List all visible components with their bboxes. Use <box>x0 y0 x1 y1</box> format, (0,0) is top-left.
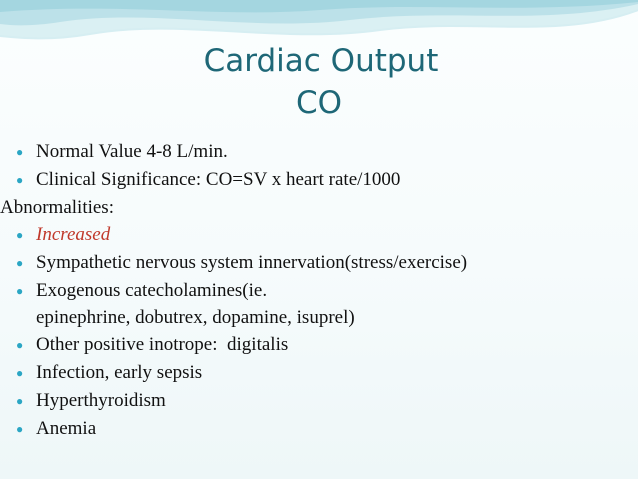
bullet-icon: ● <box>16 338 24 352</box>
list-item: ● Other positive inotrope: digitalis <box>16 331 626 359</box>
list-heading: Abnormalities: <box>0 197 114 218</box>
list-item <box>16 277 626 331</box>
bullet-icon: ● <box>16 284 24 298</box>
list-item <box>16 221 626 249</box>
list-item-continuation: epinephrine, dobutrex, dopamine, isuprel) <box>36 307 355 328</box>
bullet-icon: ● <box>16 173 24 187</box>
bullet-icon: ● <box>16 145 24 159</box>
slide-title: Cardiac Output <box>203 43 439 79</box>
list-item: ● Sympathetic nervous system innervation(stress/exercise) <box>16 249 626 277</box>
list-item: ● Hyperthyroidism <box>16 387 626 415</box>
bullet-icon: ● <box>16 394 24 408</box>
bullet-list <box>0 138 626 443</box>
bullet-icon: ● <box>16 256 24 270</box>
list-item: ● Clinical Significance: CO=SV x heart rate/1000 <box>16 166 626 194</box>
increased-label: Increased <box>36 224 111 245</box>
list-item: ● Anemia <box>16 415 626 443</box>
bullet-icon: ● <box>16 366 24 380</box>
bullet-icon: ● <box>16 422 24 436</box>
list-item-text: Exogenous catecholamines(ie. <box>36 280 268 301</box>
bullet-icon: ● <box>16 228 24 242</box>
slide-subtitle: CO <box>295 85 343 121</box>
list-item: ● Infection, early sepsis <box>16 359 626 387</box>
list-item: ● Normal Value 4-8 L/min. <box>16 138 626 166</box>
